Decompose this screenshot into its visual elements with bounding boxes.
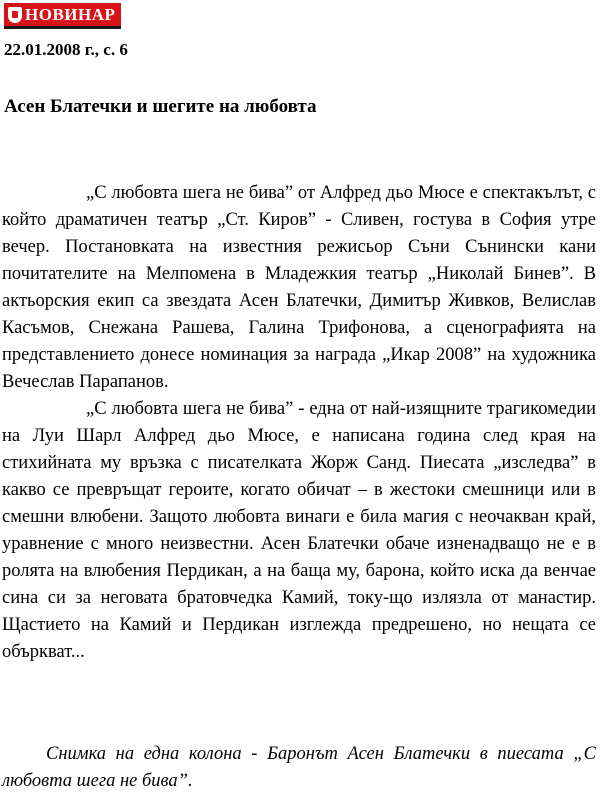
article-paragraph: „С любовта шега не бива” - една от най-изящните трагикомедии на Луи Шарл Алфред дьо Мюсе, е написана година след края на стихийната му връзка с писателката Жорж Санд. Пиесата „изследва” в какво се превръщат героите, когато обичат – в жестоки смешници или в смешни влюбени. Защото любовта винаги е била магия с неочакван край, уравнение с много неизвестни. Асен Блатечки обаче изненадващо не е в ролята на влюбения Пердикан, а на баща му, барона, който иска да венчае сина си за неговата братовчедка Камий, току-що излязла от манастир. Щастието на Камий и Пердикан изглежда предрешено, но нещата се объркват... bbox=[2, 399, 596, 662]
shield-icon bbox=[8, 7, 22, 23]
article-title: Асен Блатечки и шегите на любовта bbox=[4, 96, 317, 117]
photo-caption: Снимка на една колона - Баронът Асен Блатечки в пиесата „С любовта шега не бива”. bbox=[2, 744, 596, 791]
article-paragraph: „С любовта шега не бива” от Алфред дьо Мюсе е спектакълът, с който драматичен театър „Ст. Киров” - Сливен, гостува в София утре вечер. Постановката на известния режисьор Съни Сънински кани почитателите на Мелпомена в Младежкия театър „Николай Бинев”. В актьорския екип са звездата Асен Блатечки, Димитър Живков, Велислав Касъмов, Снежана Рашева, Галина Трифонова, а сценографията на представлението донесе номинация за награда „Икар 2008” на художника Вечеслав Парапанов. bbox=[2, 183, 596, 392]
article-body bbox=[2, 180, 596, 666]
source-line: 22.01.2008 г., с. 6 bbox=[4, 40, 128, 59]
newspaper-logo bbox=[4, 3, 121, 29]
logo-text: НОВИНАР bbox=[25, 4, 116, 24]
